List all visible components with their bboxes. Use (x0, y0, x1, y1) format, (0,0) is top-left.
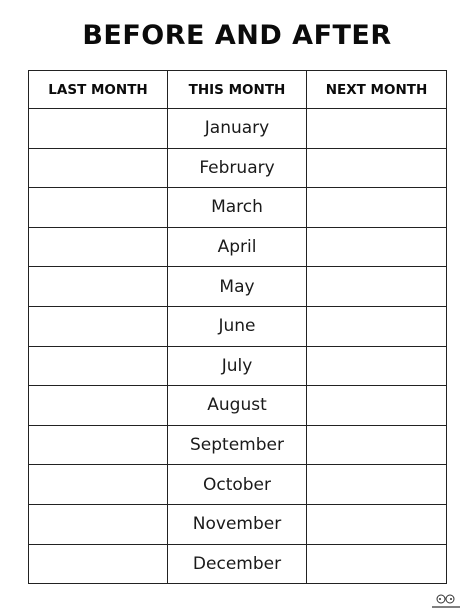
this-month-cell: October (168, 465, 307, 505)
this-month-cell: December (168, 544, 307, 584)
last-month-answer-cell[interactable] (29, 267, 168, 307)
this-month-cell: February (168, 148, 307, 188)
next-month-answer-cell[interactable] (307, 227, 447, 267)
header-row (29, 71, 447, 109)
table-row (29, 188, 447, 228)
table-row (29, 148, 447, 188)
next-month-answer-cell[interactable] (307, 425, 447, 465)
header-next-month: NEXT MONTH (307, 71, 447, 109)
last-month-answer-cell[interactable] (29, 188, 168, 228)
this-month-cell: September (168, 425, 307, 465)
last-month-answer-cell[interactable] (29, 346, 168, 386)
table-row (29, 306, 447, 346)
last-month-answer-cell[interactable] (29, 504, 168, 544)
this-month-cell: August (168, 386, 307, 426)
header-last-month: LAST MONTH (29, 71, 168, 109)
table-row (29, 504, 447, 544)
months-worksheet-table (28, 70, 447, 584)
next-month-answer-cell[interactable] (307, 465, 447, 505)
logo-eye-right (450, 598, 452, 600)
next-month-answer-cell[interactable] (307, 188, 447, 228)
table-row (29, 425, 447, 465)
table-row (29, 465, 447, 505)
table-row (29, 544, 447, 584)
last-month-answer-cell[interactable] (29, 386, 168, 426)
table-row (29, 109, 447, 149)
next-month-answer-cell[interactable] (307, 109, 447, 149)
this-month-cell: April (168, 227, 307, 267)
this-month-cell: May (168, 267, 307, 307)
last-month-answer-cell[interactable] (29, 148, 168, 188)
table-row (29, 386, 447, 426)
last-month-answer-cell[interactable] (29, 425, 168, 465)
last-month-answer-cell[interactable] (29, 227, 168, 267)
next-month-answer-cell[interactable] (307, 346, 447, 386)
page-title: BEFORE AND AFTER (82, 20, 392, 51)
next-month-answer-cell[interactable] (307, 267, 447, 307)
next-month-answer-cell[interactable] (307, 386, 447, 426)
this-month-cell: November (168, 504, 307, 544)
next-month-answer-cell[interactable] (307, 148, 447, 188)
printable-logo (428, 592, 464, 610)
table-row (29, 267, 447, 307)
table-row (29, 346, 447, 386)
this-month-cell: July (168, 346, 307, 386)
last-month-answer-cell[interactable] (29, 306, 168, 346)
last-month-answer-cell[interactable] (29, 465, 168, 505)
this-month-cell: June (168, 306, 307, 346)
this-month-cell: January (168, 109, 307, 149)
this-month-cell: March (168, 188, 307, 228)
last-month-answer-cell[interactable] (29, 544, 168, 584)
next-month-answer-cell[interactable] (307, 544, 447, 584)
last-month-answer-cell[interactable] (29, 109, 168, 149)
next-month-answer-cell[interactable] (307, 306, 447, 346)
logo-eye-left (439, 598, 441, 600)
next-month-answer-cell[interactable] (307, 504, 447, 544)
header-this-month: THIS MONTH (168, 71, 307, 109)
table-row (29, 227, 447, 267)
